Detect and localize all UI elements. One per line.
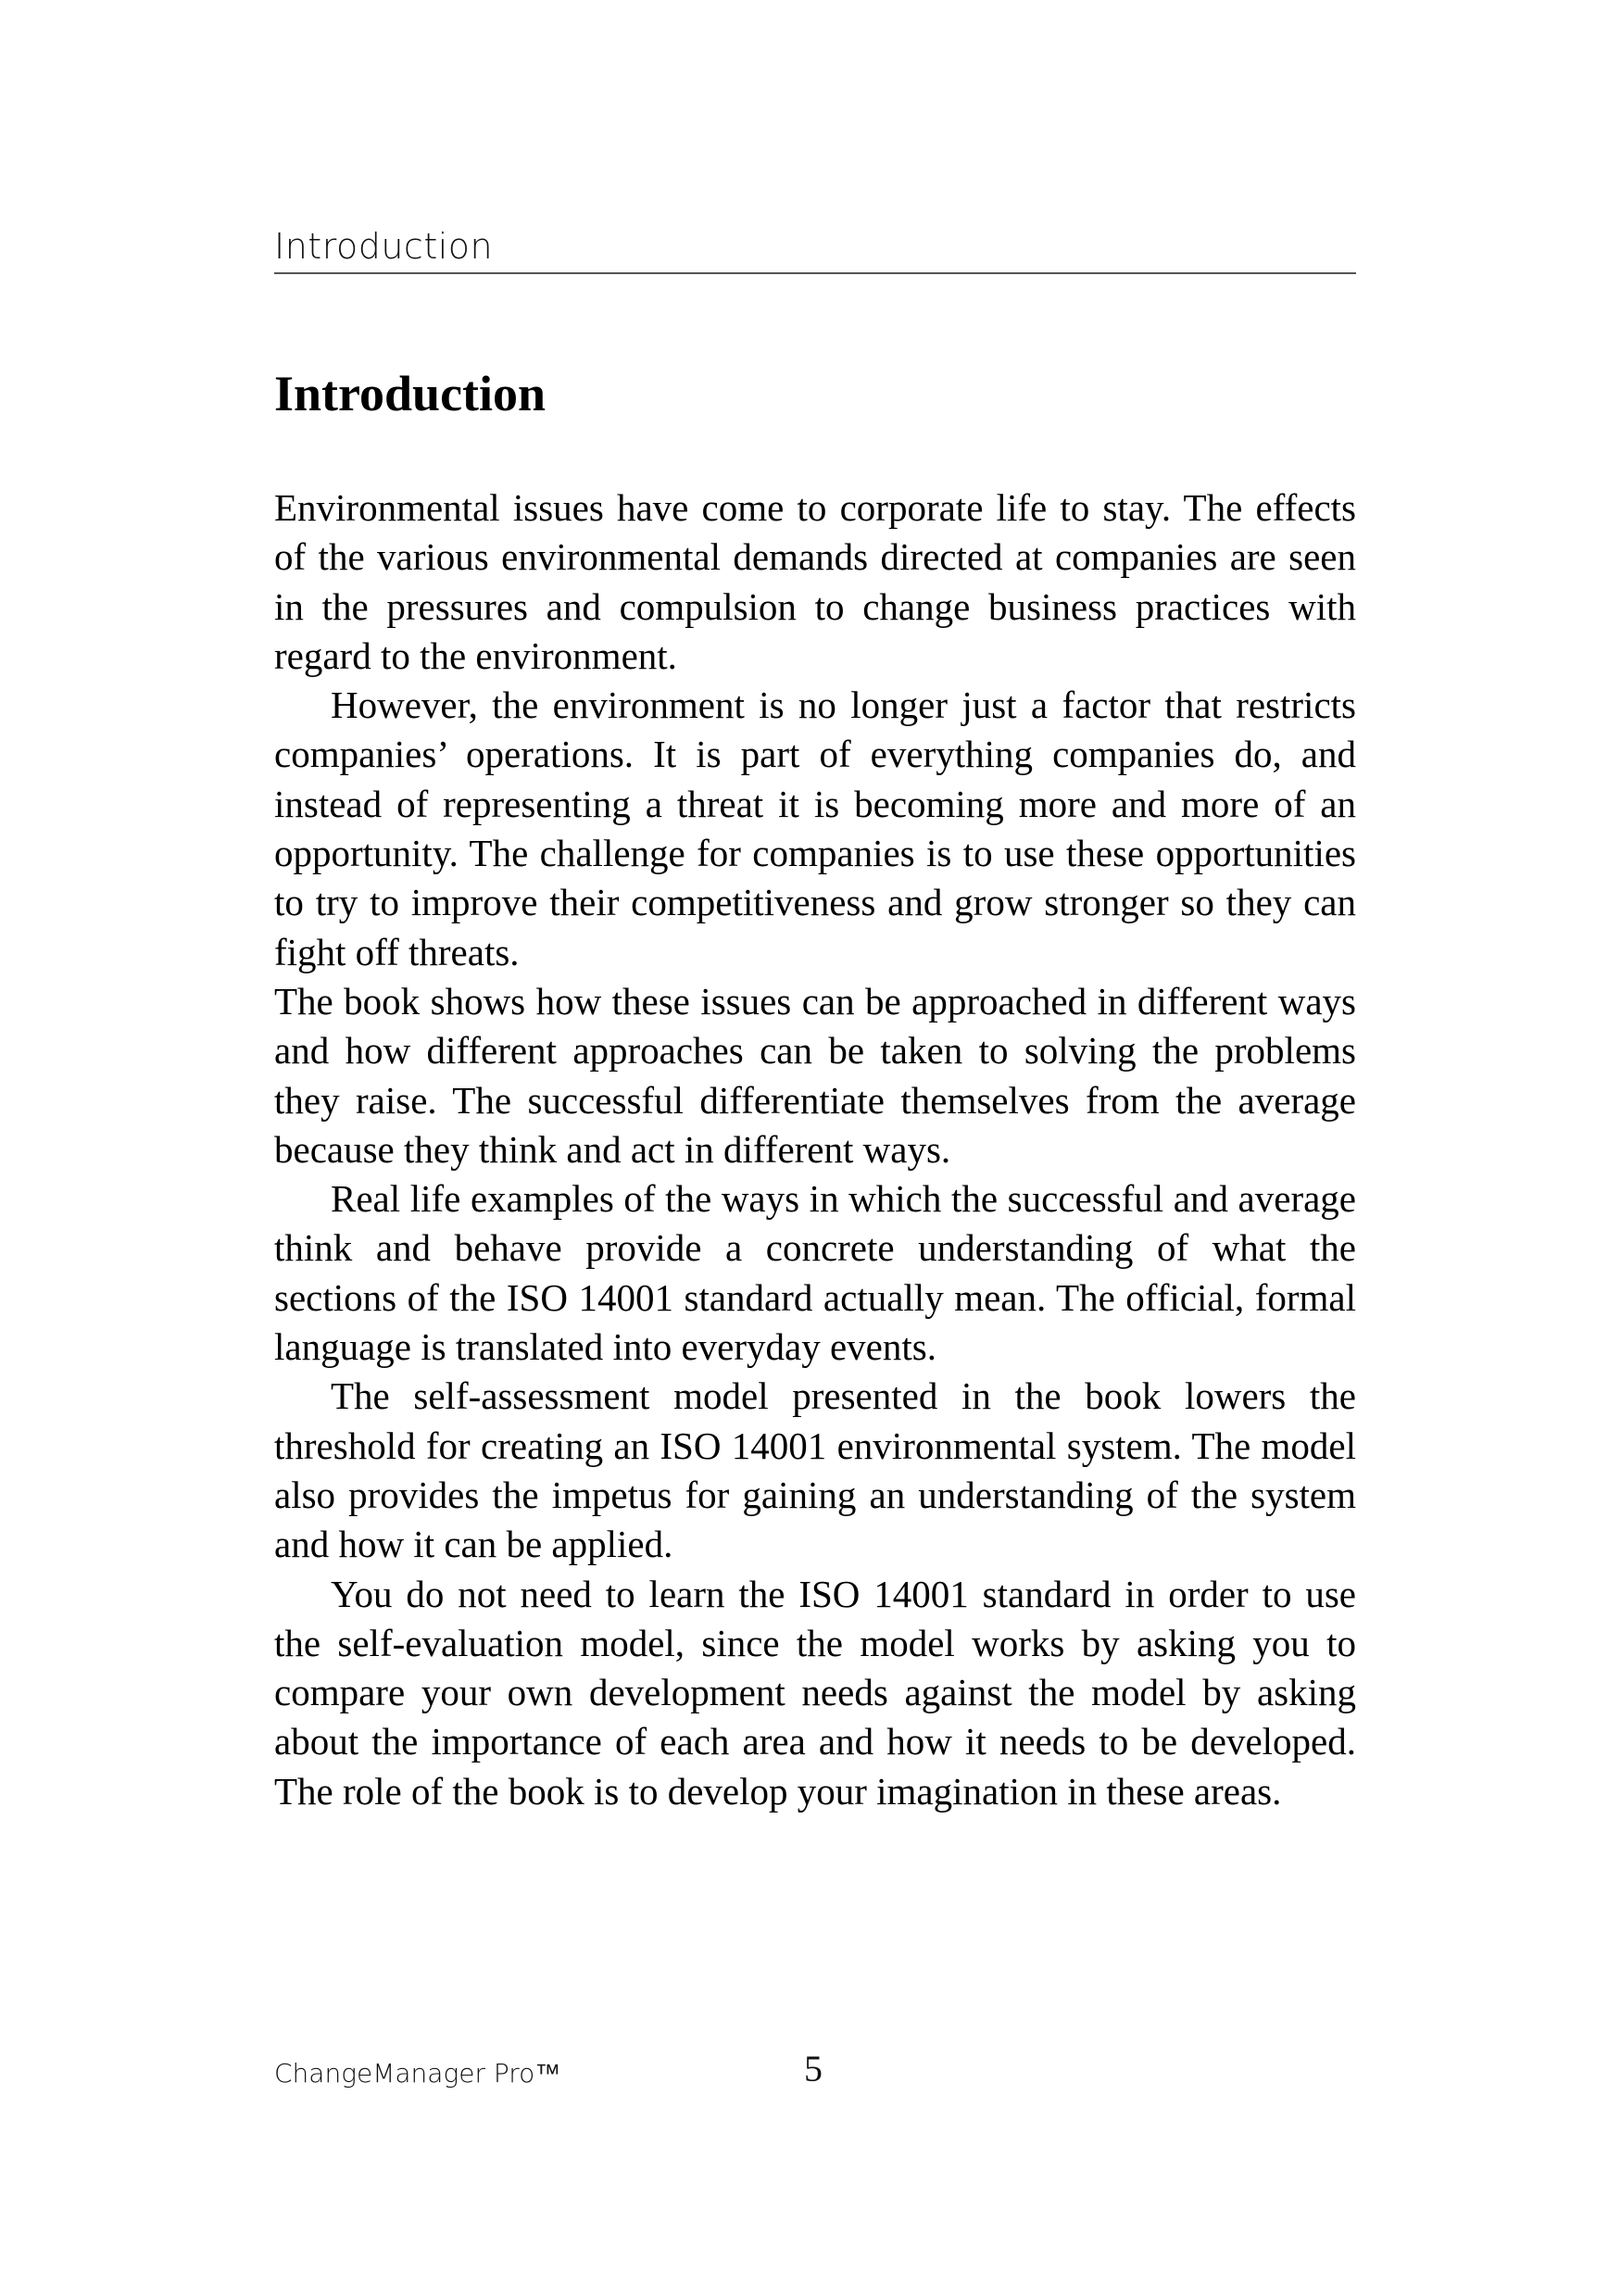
paragraph: However, the environment is no longer just a factor that restricts companies’ operations. It is part of everything companies do, and instead of representing a threat it is becoming more and more of an opportunity. The challenge for companies is to use these opportunities to try to improve their competitiveness and grow stronger so they can fight off threats. xyxy=(274,684,1356,973)
running-header-title: Introduction xyxy=(274,226,494,267)
paragraph: The self-assessment model presented in the book lowers the threshold for creating an ISO 14001 environmental system. The model also provides the impetus for gaining an understanding of the system and how it can be applied. xyxy=(274,1374,1356,1566)
running-header xyxy=(274,220,1356,274)
paragraph: The book shows how these issues can be approached in different ways and how different approaches can be taken to solving the problems they raise. The successful differentiate themselves from the average because they think and act in different ways. xyxy=(274,979,1356,1171)
page-footer xyxy=(274,2047,1356,2093)
paragraph: You do not need to learn the ISO 14001 standard in order to use the self-evaluation model, since the model works by asking you to compare your own development needs against the model by asking about the importance of each area and how it needs to be developed. The role of the book is to develop your imagination in these areas. xyxy=(274,1572,1356,1813)
page-number: 5 xyxy=(804,2048,823,2089)
chapter-title: Introduction xyxy=(274,366,547,421)
paragraph: Real life examples of the ways in which the successful and average think and behave provide a concrete understanding of what the sections of the ISO 14001 standard actually mean. The official, formal language is translated into everyday events. xyxy=(274,1177,1356,1369)
footer-brand: ChangeManager Pro™ xyxy=(274,2058,561,2089)
body-text xyxy=(274,483,1356,1816)
paragraph: Environmental issues have come to corporate life to stay. The effects of the various environmental demands directed at companies are seen in the pressures and compulsion to change business practices with regard to the environment. xyxy=(274,486,1356,677)
